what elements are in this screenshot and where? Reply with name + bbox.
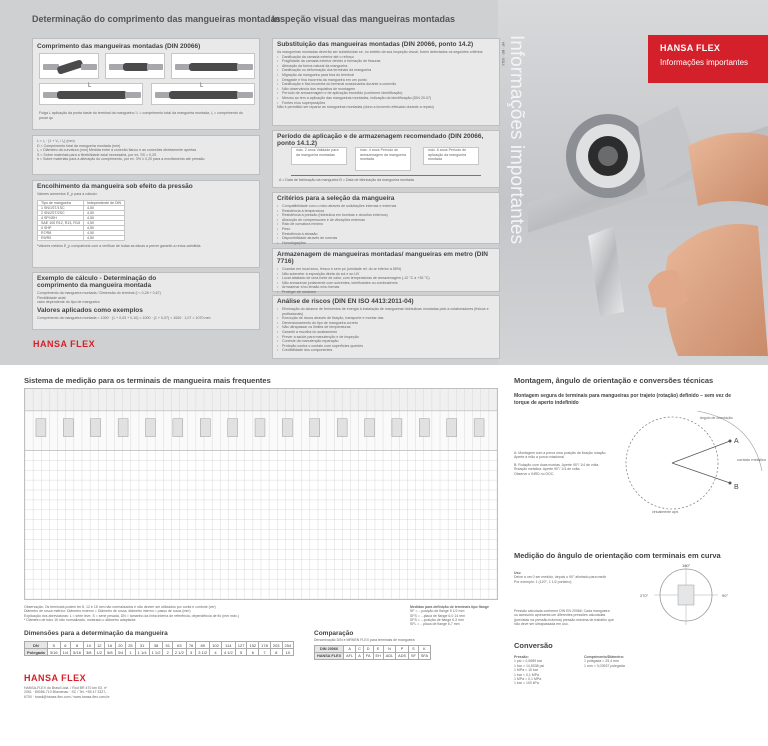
- substitute-intro: As mangueiras montadas deverão ser substituídas se, no âmbito da sua inspeção visual, forem detectados os seguintes critérios:: [277, 50, 484, 54]
- fitting-sketch-icon: [337, 419, 347, 437]
- storage-bullet: • Não armazenar juntamente com solventes, lubrificantes ou combustíveis: [273, 281, 499, 286]
- dimension-dn-cell: 51: [163, 642, 172, 649]
- dimension-dn-cell: 31: [135, 642, 149, 649]
- criteria-bullet: • Resistência à pressão (hidráulica em bombas e circuitos externos): [273, 213, 499, 218]
- fitting-sketch-icon: [173, 419, 183, 437]
- angle-measurement-diagram: [614, 563, 764, 627]
- compare-table: [314, 645, 431, 660]
- substitute-bullet: • Alteração da forma natural da mangueira: [273, 64, 499, 69]
- dimension-dn-cell: 203: [270, 642, 282, 649]
- risk-title: Análise de riscos (DIN EN ISO 4413:2011-04): [277, 298, 414, 305]
- dimension-inch-cell: 4 1/2: [221, 649, 235, 656]
- conversion-title: Conversão: [514, 641, 553, 650]
- length-conversion: Comprimento/Diâmetro: 1 polegada = 25,4 mm 1 mm = 0,03937 polegada: [584, 655, 625, 668]
- compare-din-cell: D: [363, 646, 373, 653]
- dimension-inch-cell: 10: [282, 649, 294, 656]
- substitute-bullet: • Período de armazenagem e de aplicação excedido (conforme identificação): [273, 91, 499, 96]
- compare-hansa-cell: ADL: [383, 653, 395, 660]
- vertical-cover-title: Informações importantes: [506, 35, 527, 245]
- hose-length-note: Folga L aplicação da ponta haste do terminal da mangueira / L = comprimento total da mangueira montada, l₁ = comprimento do puxar qu: [39, 111, 243, 120]
- dimension-inch-cell: 5/16: [71, 649, 84, 656]
- pressure-table: Tipo de mangueira Independente de DIN 1 SN/1ST/1SC 4,50 2 SN/2ST/2SC 4,50 4 SP/4SH 4,50 SAE 100 R12, R13, R15 4,50 4 SHP 4,50 R7/R8 4,50 R9/R0 4,50: [37, 200, 125, 241]
- angle-notes: Uso Deixe a um 0 ser medido, depois o 90° alinhado para medir Por exemplo: 1 (120°, 1 1/2 ponteiro): [514, 571, 607, 584]
- svg-text:ângulo de orientação: ângulo de orientação: [700, 416, 733, 420]
- dimension-inch-cell: 1 1/4: [135, 649, 149, 656]
- example-row: valor dependente do tipo de mangueira: [37, 300, 100, 305]
- risk-bullet: • Dimensionamento do tipo de mangueira correto: [273, 321, 499, 326]
- dimension-dn-cell: 8: [71, 642, 84, 649]
- substitute-footer: Não é permitido ser reparar as mangueiras montadas (dono a incorreto efetuado durante a repaiu): [277, 105, 434, 110]
- compare-hansa-cell: SF: [408, 653, 418, 660]
- dimension-dn-cell: 25: [126, 642, 135, 649]
- fitting-sketch-icon: [392, 419, 402, 437]
- dimension-dn-cell: 254: [282, 642, 294, 649]
- brand-tag: [648, 35, 768, 83]
- hose-diagram-angled: [105, 53, 165, 79]
- criteria-bullet: • Homologações: [273, 241, 499, 246]
- pressure-conversion: Pressão: 1 psi = 0,0689 bar 1 bar = 14,5038 psi 1 MPa = 10 bar 1 bar = 0,1 MPa 1 MPa = 0,1 MPa 1 bar = 100 kPa: [514, 655, 545, 686]
- storage-bullet: • Guardar em local seco, fresco e sem pó (umidade rel. do ar inferior a 65%): [273, 267, 499, 272]
- storage-bullet: • Armazenar e/ou tensão e/ou formas: [273, 285, 499, 290]
- dimension-dn-cell: 114: [221, 642, 235, 649]
- substitute-bullet: • Danificação ou deformação dos terminais da mangueira: [273, 68, 499, 73]
- dimension-dn-cell: 127: [235, 642, 247, 649]
- fitting-sketch-icon: [91, 419, 101, 437]
- substitute-panel: [272, 38, 500, 126]
- criteria-bullet: • Disponibilidade através de normas: [273, 236, 499, 241]
- storage-bullet: • Não submeter à exposição direta do sol e ao UV: [273, 272, 499, 277]
- example-title: Exemplo de cálculo - Determinação do comprimento da mangueira montada: [37, 275, 157, 289]
- brand-subtitle: Informações importantes: [660, 58, 749, 67]
- mounting-notes: A: Montagem com a porca uma posição da fixação rotação. Aperte à mão a porca rotacional. B: Rotação com duas montas. Aperte 90°/ 1/4 de volta. Rotação metálica. Aperte 90°/ 1/4 de volta. Observe o INRD no DOC.: [514, 451, 607, 476]
- compare-hansa-cell: ADS: [396, 653, 409, 660]
- storage-panel: [272, 248, 500, 292]
- criteria-bullet: • Resistência à temperatura: [273, 209, 499, 214]
- period-box: máx. 4 anos Período de armazenagem da mangueira montada: [355, 147, 411, 171]
- example-panel: [32, 272, 260, 330]
- criteria-bullet: • Peso: [273, 227, 499, 232]
- substitute-title: Substituição das mangueiras montadas (DIN 20066, ponto 14.2): [277, 41, 474, 48]
- dimension-dn-cell: 63: [172, 642, 186, 649]
- dimension-inch-cell: 1/2: [94, 649, 105, 656]
- svg-text:contato metálico: contato metálico: [737, 457, 767, 462]
- fitting-sketch-icon: [228, 419, 238, 437]
- storage-bullet: • Local afastado de uma fonte de calor, com temperaturas de armazenagem (-10 °C a +35 °C): [273, 276, 499, 281]
- risk-bullet: • Eliminação do alcance de ferimentos de energia à instalação de mangueiras hidráulicas montadas pelo a colaboradores (físicos e profissionais): [273, 307, 499, 316]
- criteria-bullet: • Resistência à abrasão: [273, 232, 499, 237]
- pressure-panel: [32, 180, 260, 268]
- side-note: HF · BR · 0314: [501, 42, 505, 66]
- criteria-bullet: • Compatibilidade com o meio através de solicitações internas e externas: [273, 204, 499, 209]
- caliper-hose-photo: [528, 86, 768, 356]
- substitute-bullet: • Danificação e fixa incorreta do terminal ocasionados durante a conexão: [273, 82, 499, 87]
- period-legend: A = Data de fabricação da mangueira B = Data de fabricação da mangueira montada: [279, 178, 415, 182]
- svg-text:270°: 270°: [640, 593, 649, 598]
- compare-hansa-cell: HANSA FLEX: [315, 653, 344, 660]
- compare-hansa-cell: A: [356, 653, 364, 660]
- svg-text:90°: 90°: [722, 593, 729, 598]
- risk-bullet: • Garantir a escolha do acabamento: [273, 330, 499, 335]
- compare-hansa-cell: AFL: [344, 653, 356, 660]
- fitting-sketch-icon: [474, 419, 484, 437]
- dimension-dn-cell: 5: [47, 642, 60, 649]
- compare-note: Denominação DIN e MRNEN FLEX para terminais de mangueira: [314, 638, 415, 642]
- svg-text:A: A: [734, 438, 739, 445]
- risk-panel: [272, 295, 500, 359]
- formula-line: l₁ = Diâmetro da curvatura (mm) Medida entre a conexão flanco e as conexões direitamente apertas: [37, 148, 197, 153]
- compare-hansa-cell: EH: [373, 653, 383, 660]
- dimension-inch-cell: 2 1/2: [172, 649, 186, 656]
- risk-bullet: • Proteção contra o contato com superfícies quentes: [273, 344, 499, 349]
- substitute-bullet: • Fontes e/ou superposições: [273, 101, 499, 106]
- dimension-inch-cell: 7: [259, 649, 271, 656]
- table-notes: Observação: Os terminais podem ter 8, 12 e 15 mm não normalizados e não devem ser utilizados por conta e controle (ver) Diâmetro de rosca métrico: Diâmetro externo = Diâmetro de rosca, diâmetro interno = passo de rosca (mm) Explicação dos abreviaturas: L = série leve, S = série pesada, DN = tamanho da linha interna de referência, dependência de fio (mm máx.) * Diâmetro de tubo 16 não normalizado, mostrado o diâmetro adaptador: [24, 605, 239, 622]
- brochure-inner-side: [0, 373, 768, 746]
- hansa-flex-logo: HANSA FLEX: [24, 673, 87, 683]
- terminal-measurement-table: [24, 388, 498, 600]
- dimension-dn-cell: 152: [247, 642, 259, 649]
- formula-line: S ≈ Sobre materiais para a flexibilidade axial necessária, por ex. SS = 0,25: [37, 152, 157, 157]
- formula-line: D ≈ Comprimento total da mangueira montada (mm): [37, 143, 121, 148]
- hose-diagram-elbow-a: L: [39, 83, 143, 105]
- dimension-dn-cell: 16: [105, 642, 116, 649]
- risk-bullet: • Credibilidade dos componentes: [273, 348, 499, 353]
- fitting-sketch-icon: [145, 419, 155, 437]
- fitting-sketch-icon: [255, 419, 265, 437]
- substitute-bullet: • Mesmo ao tem a aplicação das mangueiras montadas, indicação da identificação (DIN 20-07): [273, 96, 499, 101]
- dimension-inch-cell: 1: [126, 649, 135, 656]
- formula-line: h ≈ Sobre materiais para a alteração do comprimento, por ex. 3% ± 0,20 para a movifamento até pressão: [37, 157, 205, 162]
- formula-panel: [32, 135, 260, 175]
- compare-title: Comparação: [314, 630, 354, 637]
- compare-din-cell: S: [408, 646, 418, 653]
- fitting-sketch-icon: [118, 419, 128, 437]
- risk-bullet: • Execução de riscos através de fixação, transporte e montar das: [273, 316, 499, 321]
- angle-section-title: Medição do ângulo de orientação com terminais em curva: [514, 551, 721, 560]
- hose-diagram-long: [171, 53, 255, 79]
- dimension-inch-cell: 2: [163, 649, 172, 656]
- svg-text:virtualmente aprt.: virtualmente aprt.: [652, 510, 680, 514]
- risk-bullet: • Controle da manutenção reparação: [273, 339, 499, 344]
- formula-line: L ≈ l₁ · (1 + V₁ / l₂) (mm): [37, 139, 75, 143]
- storage-bullet: • Proteger de roedores: [273, 290, 499, 295]
- rotation-angle-diagram: [612, 411, 768, 521]
- dimension-inch-cell: 8: [270, 649, 282, 656]
- pressure-title: Encolhimento da mangueira sob efeito da pressão: [37, 183, 193, 190]
- hansa-flex-logo: HANSA FLEX: [33, 339, 96, 349]
- dimension-table: DN 5 6 8 10 12 16 20 25 31 38 51 63 76 89 102 114 127 152 178 203 254 Polegada 3/16 1/4 5/16 3/8 1/2 5/8 3/4 1 1 1/4 1 1/2 2 2 1/2 3 3 1/2 4 4 1/2 5 6 7 8 10: [24, 641, 294, 656]
- fitting-sketch-icon: [310, 419, 320, 437]
- conversion-description: Pressão calculada conforme DIN EN 20066: Cada mangueira ou acessório apresenta um diferentes pressões calculadas (previstas na pressão máxima) pressão máxima de trabalho que não deve ser ultrapassada em uso.: [514, 609, 614, 627]
- compare-din-cell: DIN 20066: [315, 646, 344, 653]
- dimension-inch-cell: 1 1/2: [149, 649, 163, 656]
- inspection-section-title: Inspeção visual das mangueiras montadas: [272, 14, 456, 24]
- dimension-dn-cell: 6: [60, 642, 71, 649]
- compare-hansa-cell: FA: [363, 653, 373, 660]
- applied-text: Comprimento da mangueira montada = 1000 · (1 + 0,03 + 0,10) = 1000 · (1 + 0,07) = 1000 · 1,07 = 1070 mm: [37, 315, 211, 320]
- dimension-inch-cell: 3: [186, 649, 195, 656]
- dimension-dn-cell: 20: [115, 642, 126, 649]
- hose-length-panel: [32, 38, 260, 130]
- hansa-flex-logo: HANSA FLEX: [660, 43, 721, 53]
- compare-din-cell: A: [344, 646, 356, 653]
- dimension-inch-cell: 1/4: [60, 649, 71, 656]
- dimension-dn-cell: 38: [149, 642, 163, 649]
- print-crop-strip: [0, 365, 768, 373]
- fitting-sketch-icon: [419, 419, 429, 437]
- compare-hansa-cell: SFA: [418, 653, 430, 660]
- flange-notes: Medidas para definição de terminais tipo flange SF = ...posição de flange 5 1/2 mm SFS = ...placa de flange 6,0 14 mm SFS = ...posição de flange 6,3 mm SFL = ...placa de flange 6,7 mm: [410, 605, 489, 627]
- dimension-dn-cell: 89: [196, 642, 210, 649]
- fitting-sketch-icon: [36, 419, 46, 437]
- svg-text:180°: 180°: [682, 563, 691, 568]
- mounting-section-title: Montagem, ângulo de orientação e conversões técnicas: [514, 376, 714, 385]
- dimension-inch-cell: 3/8: [83, 649, 94, 656]
- dimension-dn-cell: 102: [210, 642, 222, 649]
- substitute-bullet: • Migração da mangueira para fora do terminal: [273, 73, 499, 78]
- example-text: Comprimento da mangueira montada / Dimensão do terminal (l = 0,28 + 0,67): [37, 291, 161, 295]
- fitting-sketch-icon: [282, 419, 292, 437]
- period-title: Período de aplicação e de armazenagem recomendado (DIN 20066, ponto 14.1.2): [277, 133, 484, 147]
- pressure-footer: *Valores médios E_p compatíveis com a verificar de todas as dácas a prever garantir-a reduz-admitida.: [37, 243, 202, 248]
- dimension-inch-cell: 3/16: [47, 649, 60, 656]
- substitute-bullet: • Fragilidade da camada exterior devido à formação de fissuras: [273, 59, 499, 64]
- fitting-sketch-icon: [200, 419, 210, 437]
- mounting-section: [514, 373, 768, 746]
- risk-bullet: • Não ultrapassar os limites de temperaturas: [273, 325, 499, 330]
- substitute-bullet: • Danificação da camada exterior até o reforço: [273, 55, 499, 60]
- substitute-bullet: • Não observância dos requisitos de montagem: [273, 87, 499, 92]
- fitting-sketch-icon: [63, 419, 73, 437]
- dimension-dn-cell: 10: [83, 642, 94, 649]
- hose-diagram-straight: [39, 53, 99, 79]
- dimension-dn-cell: 76: [186, 642, 195, 649]
- terminal-table-grid: [25, 389, 497, 599]
- compare-din-cell: C: [356, 646, 364, 653]
- period-box: máx. 6 anos Período de aplicação da mangueira montada: [423, 147, 479, 165]
- applied-title: Valores aplicados como exemplos: [37, 306, 143, 314]
- period-box: máx. 2 anos Validade para da mangueira montadas: [291, 147, 347, 165]
- fitting-sketch-icon: [447, 419, 457, 437]
- measurement-section-title: Sistema de medição para os terminais de mangueira mais frequentes: [24, 376, 271, 385]
- svg-text:B: B: [734, 484, 739, 491]
- storage-title: Armazenagem de mangueiras montadas/ mangueiras em metro (DIN 7716): [277, 251, 488, 265]
- mounting-subtitle: Montagem segura de terminais para mangueiras por trajeto (rotação) definido – sem vez de torque de aperto indefinido: [514, 393, 732, 406]
- substitute-bullet: • Desgaste e fixa incorreta da mangueira em um ponto: [273, 78, 499, 83]
- compare-din-cell: N: [383, 646, 395, 653]
- compare-din-cell: K: [418, 646, 430, 653]
- brochure-outer-side: [0, 0, 768, 365]
- dimension-title: Dimensões para a determinação da mangueira: [24, 630, 168, 637]
- compare-din-cell: E: [373, 646, 383, 653]
- fitting-sketch-icon: [365, 419, 375, 437]
- dimension-inch-cell: 4: [210, 649, 222, 656]
- criteria-panel: [272, 192, 500, 244]
- dimension-inch-cell: 6: [247, 649, 259, 656]
- dimension-inch-cell: 3 1/2: [196, 649, 210, 656]
- risk-bullet: • Prever a saúde para manutenção e de inspeção: [273, 335, 499, 340]
- criteria-bullet: • Absorção de compressores e de vibrações externas: [273, 218, 499, 223]
- example-row: Flexibilidade axial: [37, 295, 66, 300]
- pressure-note: Valores aumentos E_p para a cálculo:: [37, 192, 98, 196]
- hose-diagram-elbow-b: L: [151, 83, 255, 105]
- criteria-bullet: • Raio de curvatura mínimo: [273, 222, 499, 227]
- compare-din-cell: P: [396, 646, 409, 653]
- length-section-title: Determinação do comprimento das mangueiras montadas: [32, 14, 281, 24]
- hose-length-panel-title: Comprimento das mangueiras montadas (DIN 20066): [37, 43, 201, 50]
- company-address: HANSA-FLEX do Brasil Ltda. / Rod BR 470 km 53, nº 2051 · 89056-710 Blumenau · SC / Tel. +55 47 3327-6700 · brasil@hansa-flex.com / www.hansa-flex.com.br: [24, 686, 110, 699]
- dimension-dn-cell: 12: [94, 642, 105, 649]
- dimension-inch-cell: 5/8: [105, 649, 116, 656]
- criteria-title: Critérios para a seleção da mangueira: [277, 195, 395, 202]
- dimension-dn-cell: 178: [259, 642, 271, 649]
- dimension-inch-cell: 3/4: [115, 649, 126, 656]
- dimension-inch-cell: 5: [235, 649, 247, 656]
- period-panel: [272, 130, 500, 188]
